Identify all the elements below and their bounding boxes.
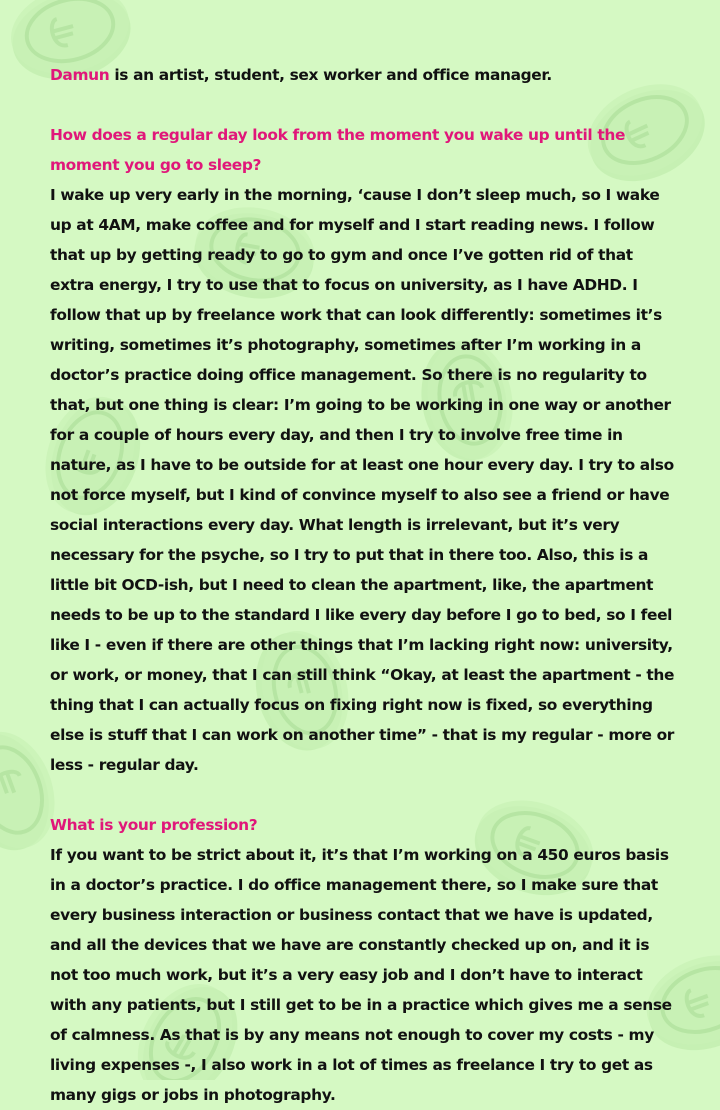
intro-line [50, 60, 675, 90]
subject-name: Damun [50, 66, 110, 84]
spacer [50, 780, 675, 810]
answer-paragraph: If you want to be strict about it, it’s that I’m working on a 450 euros basis in a doctor’s practice. I do office management there, so I make sure that every business interaction or business contact that we have is updated, and all the devices that we have are constantly checked up on, and it is not too much work, but it’s a very easy job and I don’t have to interact with any patients, but I still get to be in a practice which gives me a sense of calmness. As that is by any means not enough to cover my costs - my living expenses -, I also work in a lot of times as freelance I try to get as many gigs or jobs in photography. [50, 846, 672, 1104]
spacer [50, 90, 675, 120]
question-heading: What is your profession? [50, 816, 258, 834]
interview-text [50, 60, 675, 1110]
question-heading: How does a regular day look from the moment you wake up until the moment you go to sleep? [50, 126, 626, 174]
intro-text: is an artist, student, sex worker and office manager. [109, 66, 552, 84]
answer-paragraph: I wake up very early in the morning, ‘cause I don’t sleep much, so I wake up at 4AM, make coffee and for myself and I start reading news. I follow that up by getting ready to go to gym and once I’ve gotten rid of that extra energy, I try to use that to focus on university, as I have ADHD. I follow that up by freelance work that can look differently: sometimes it’s writing, sometimes it’s photography, sometimes after I’m working in a doctor’s practice doing office management. So there is no regularity to that, but one thing is clear: I’m going to be working in one way or another for a couple of hours every day, and then I try to involve free time in nature, as I have to be outside for at least one hour every day. I try to also not force myself, but I kind of convince myself to also see a friend or have social interactions every day. What length is irrelevant, but it’s very necessary for the psyche, so I try to put that in there too. Also, this is a little bit OCD-ish, but I need to clean the apartment, like, the apartment needs to be up to the standard I like every day before I go to bed, so I feel like I - even if there are other things that I’m lacking right now: university, or work, or money, that I can still think “Okay, at least the apartment - the thing that I can actually focus on fixing right now is fixed, so everything else is stuff that I can work on another time” - that is my regular - more or less - regular day. [50, 186, 675, 774]
